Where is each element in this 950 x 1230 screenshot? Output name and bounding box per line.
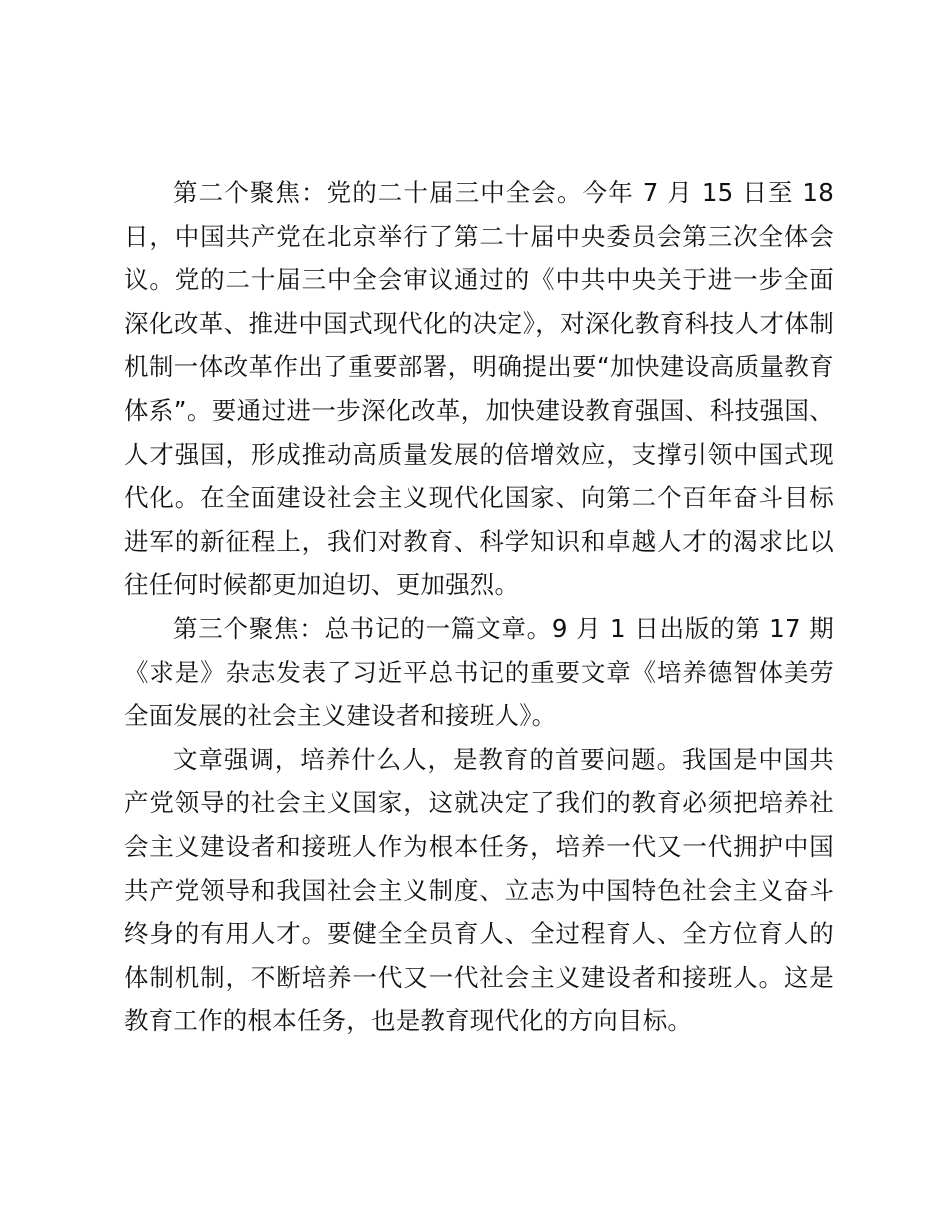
paragraph: 第三个聚焦：总书记的一篇文章。9 月 1 日出版的第 17 期《求是》杂志发表了习近平总书记的重要文章《培养德智体美劳全面发展的社会主义建设者和接班人》。 bbox=[124, 613, 834, 731]
paragraph: 文章强调，培养什么人，是教育的首要问题。我国是中国共产党领导的社会主义国家，这就决定了我们的教育必须把培养社会主义建设者和接班人作为根本任务，培养一代又一代拥护中国共产党领导和我国社会主义制度、立志为中国特色社会主义奋斗终身的有用人才。要健全全员育人、全过程育人、全方位育人的体制机制，不断培养一代又一代社会主义建设者和接班人。这是教育工作的根本任务，也是教育现代化的方向目标。 bbox=[124, 744, 834, 1036]
document-body bbox=[124, 171, 834, 1043]
paragraph: 第二个聚焦：党的二十届三中全会。今年 7 月 15 日至 18 日，中国共产党在北京举行了第二十届中央委员会第三次全体会议。党的二十届三中全会审议通过的《中共中央关于进一步全面深化改革、推进中国式现代化的决定》，对深化教育科技人才体制机制一体改革作出了重要部署，明确提出要“加快建设高质量教育体系”。要通过进一步深化改革，加快建设教育强国、科技强国、人才强国，形成推动高质量发展的倍增效应，支撑引领中国式现代化。在全面建设社会主义现代化国家、向第二个百年奋斗目标进军的新征程上，我们对教育、科学知识和卓越人才的渴求比以往任何时候都更加迫切、更加强烈。 bbox=[124, 178, 834, 600]
